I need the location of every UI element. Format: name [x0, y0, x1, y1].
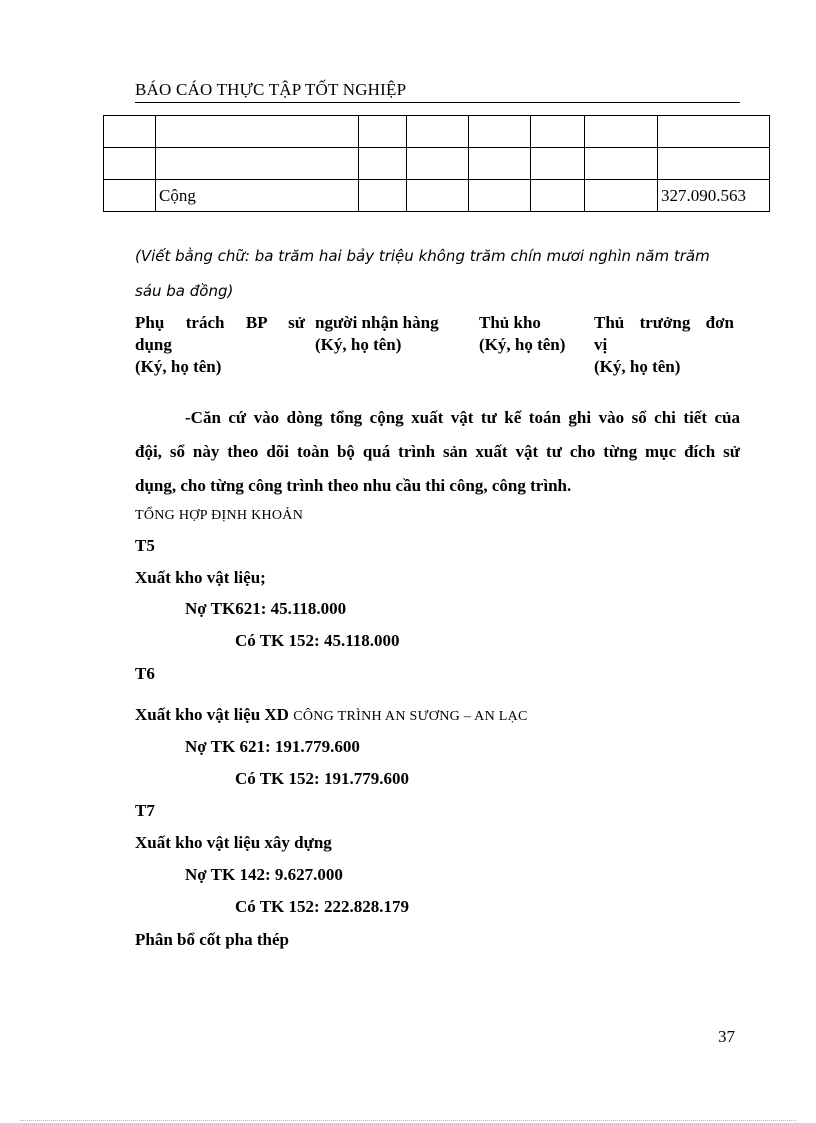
- signature-block-receiver: [315, 312, 465, 356]
- table-cell: [104, 148, 156, 180]
- table-cell: [531, 116, 585, 148]
- signature-title: Phụ trách BP sử: [135, 313, 305, 332]
- paragraph-line: -Căn cứ vào dòng tổng cộng xuất vật tư kế toán ghi vào sổ chi tiết của: [185, 408, 740, 427]
- table-cell: [104, 116, 156, 148]
- signature-title: Thủ kho: [479, 313, 541, 332]
- table-row: [104, 116, 770, 148]
- project-name: CÔNG TRÌNH AN SƯƠNG – AN LẠC: [293, 709, 528, 724]
- entry-description: Xuất kho vật liệu xây dựng: [135, 833, 332, 852]
- table-cell: [469, 148, 531, 180]
- period-label-t5: T5: [135, 536, 155, 555]
- paragraph-line: đội, sổ này theo dõi toàn bộ quá trình sản xuất vật tư cho từng mục đích sử: [135, 442, 740, 461]
- page-number: 37: [718, 1027, 735, 1046]
- page-header: [135, 80, 740, 103]
- signature-block-storekeeper: [479, 312, 589, 356]
- signature-title: Thủ trưởng đơn: [594, 313, 734, 332]
- table-row-total: [104, 180, 770, 212]
- table-cell: [585, 148, 658, 180]
- table-cell: [156, 148, 359, 180]
- table-cell: [469, 116, 531, 148]
- table-cell: [104, 180, 156, 212]
- entry-note: Phân bổ cốt pha thép: [135, 930, 289, 949]
- debit-entry: Nợ TK621: 45.118.000: [185, 599, 347, 618]
- table-cell: [531, 148, 585, 180]
- table-cell: [407, 116, 469, 148]
- entry-description: [135, 705, 528, 725]
- summary-heading: TỔNG HỢP ĐỊNH KHOẢN: [135, 508, 304, 523]
- table-cell: [359, 148, 407, 180]
- signature-title-cont: dụng: [135, 335, 172, 354]
- credit-entry: Có TK 152: 191.779.600: [235, 769, 409, 788]
- table-cell: [658, 116, 770, 148]
- table-cell: [359, 180, 407, 212]
- total-amount-cell: 327.090.563: [658, 180, 770, 212]
- credit-entry: Có TK 152: 45.118.000: [235, 631, 400, 650]
- table-row: [104, 148, 770, 180]
- signature-note: (Ký, họ tên): [315, 335, 402, 354]
- signature-note: (Ký, họ tên): [479, 335, 566, 354]
- table-cell: [585, 180, 658, 212]
- amount-in-words-line2: sáu ba đồng): [135, 282, 234, 300]
- credit-entry: Có TK 152: 222.828.179: [235, 897, 409, 916]
- table-cell: [407, 180, 469, 212]
- period-label-t7: T7: [135, 801, 155, 820]
- period-label-t6: T6: [135, 664, 155, 683]
- material-issue-table: [103, 115, 770, 212]
- table-cell: [407, 148, 469, 180]
- signature-title: người nhận hàng: [315, 313, 439, 332]
- signature-note: (Ký, họ tên): [594, 357, 681, 376]
- table-cell: [156, 116, 359, 148]
- report-title: BÁO CÁO THỰC TẬP TỐT NGHIỆP: [135, 80, 407, 99]
- entry-description-main: Xuất kho vật liệu XD: [135, 705, 289, 724]
- table-cell: [359, 116, 407, 148]
- table-cell: [531, 180, 585, 212]
- debit-entry: Nợ TK 621: 191.779.600: [185, 737, 360, 756]
- total-label-cell: Cộng: [156, 180, 359, 212]
- table-cell: [469, 180, 531, 212]
- paragraph-line: dụng, cho từng công trình theo nhu cầu thi công, công trình.: [135, 476, 572, 495]
- signature-note: (Ký, họ tên): [135, 357, 222, 376]
- table-cell: [658, 148, 770, 180]
- signature-block-department: [135, 312, 305, 378]
- page-edge-divider: [20, 1120, 796, 1121]
- table-cell: [585, 116, 658, 148]
- amount-in-words-line1: (Viết bằng chữ: ba trăm hai bảy triệu không trăm chín mươi nghìn năm trăm: [135, 247, 710, 265]
- entry-description: Xuất kho vật liệu;: [135, 568, 266, 587]
- signature-block-head: [594, 312, 734, 378]
- signature-title-cont: vị: [594, 335, 608, 354]
- debit-entry: Nợ TK 142: 9.627.000: [185, 865, 343, 884]
